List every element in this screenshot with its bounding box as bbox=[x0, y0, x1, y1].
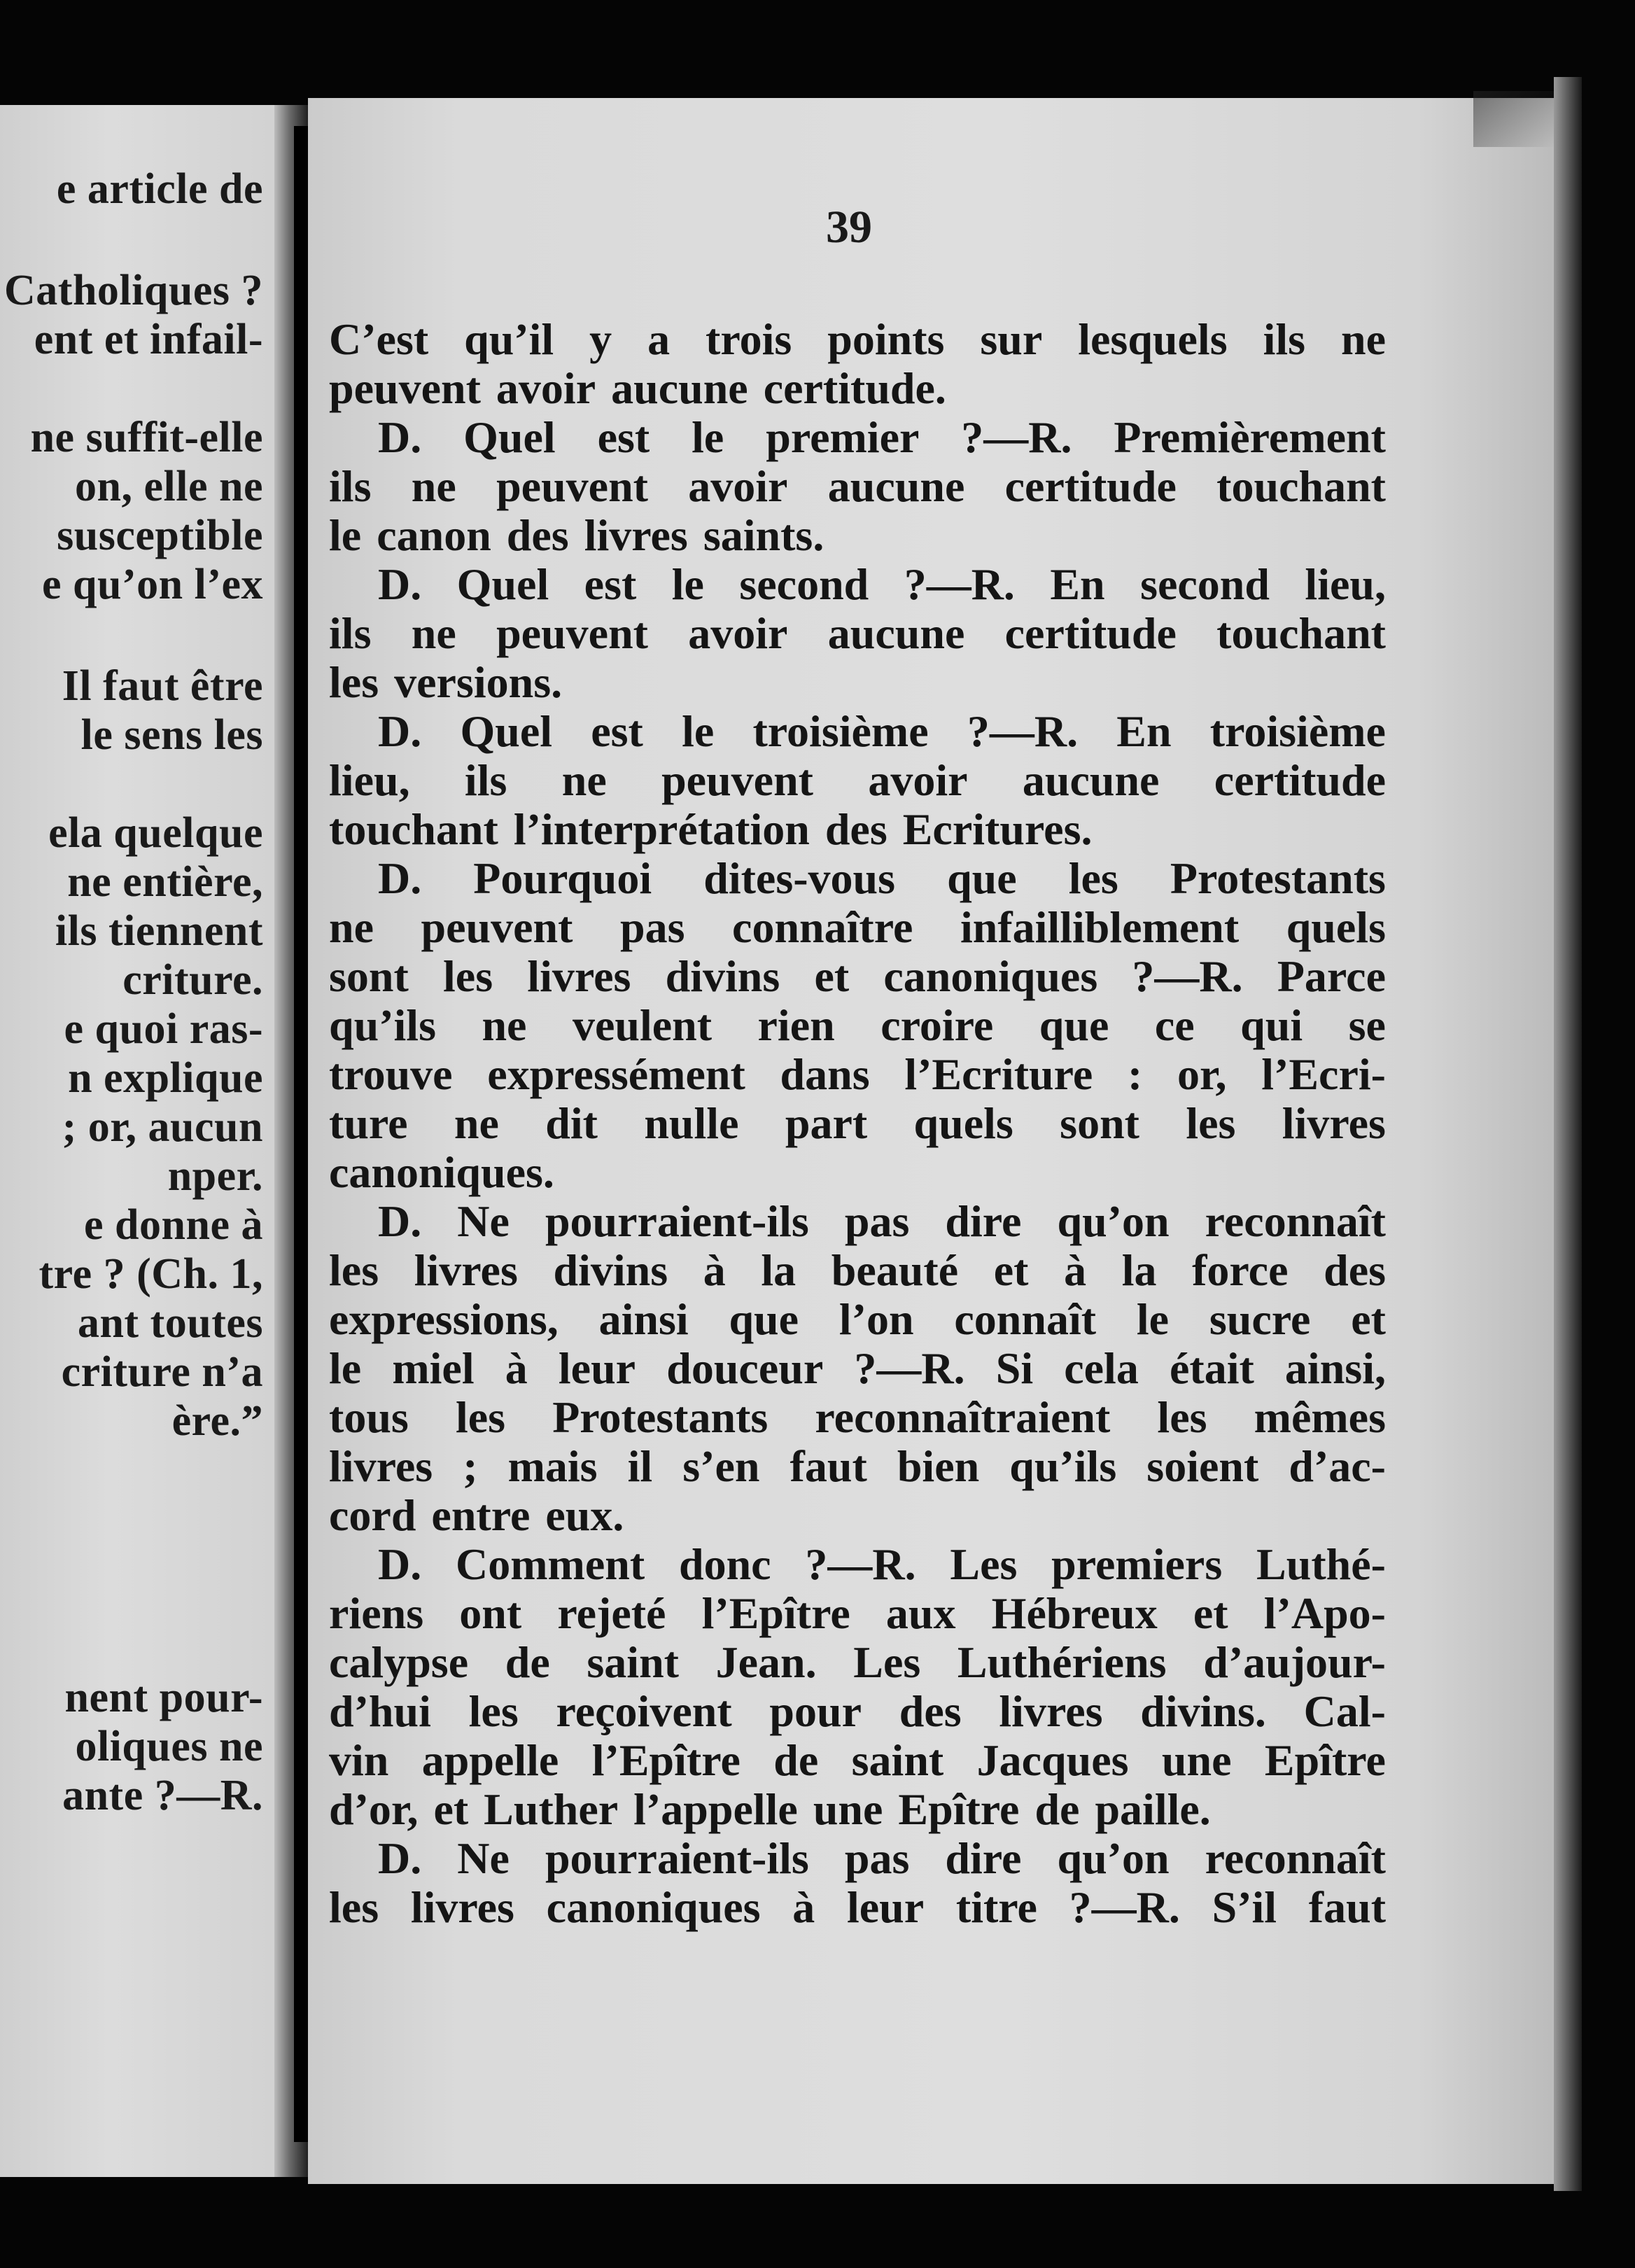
text-line: les livres canoniques à leur titre ?—R. S’il faut bbox=[329, 1882, 1386, 1932]
text-line: les livres divins à la beauté et à la force des bbox=[329, 1245, 1386, 1295]
previous-page-line: Catholiques ? bbox=[4, 267, 263, 314]
text-line: livres ; mais il s’en faut bien qu’ils soient d’ac- bbox=[329, 1441, 1386, 1491]
text-line: D. Ne pourraient-ils pas dire qu’on reconnaît bbox=[378, 1196, 1386, 1246]
previous-page-line: e qu’on l’ex bbox=[42, 561, 263, 608]
previous-page-line: tre ? (Ch. 1, bbox=[38, 1250, 263, 1298]
text-line: lieu, ils ne peuvent avoir aucune certitude bbox=[329, 755, 1386, 805]
text-line: calypse de saint Jean. Les Luthériens d’aujour- bbox=[329, 1637, 1386, 1687]
previous-page-line: ant toutes bbox=[77, 1299, 263, 1347]
text-line: cord entre eux. bbox=[329, 1490, 624, 1540]
previous-page-line: le sens les bbox=[80, 711, 263, 759]
text-line: D. Quel est le premier ?—R. Premièrement bbox=[378, 412, 1386, 462]
text-line: ne peuvent pas connaître infailliblement quels bbox=[329, 902, 1386, 952]
text-line: qu’ils ne veulent rien croire que ce qui se bbox=[329, 1000, 1386, 1050]
text-line: D. Quel est le second ?—R. En second lieu, bbox=[378, 559, 1386, 609]
corner-wear-mark bbox=[1473, 91, 1554, 147]
previous-page-line: criture n’a bbox=[61, 1348, 263, 1396]
previous-page bbox=[0, 105, 274, 2177]
text-line: D. Comment donc ?—R. Les premiers Luthé- bbox=[378, 1539, 1386, 1589]
previous-page-line: ante ?—R. bbox=[62, 1772, 263, 1819]
previous-page-line: ; or, aucun bbox=[62, 1103, 263, 1151]
text-line: canoniques. bbox=[329, 1147, 554, 1197]
previous-page-line: e quoi ras- bbox=[64, 1005, 263, 1053]
text-line: trouve expressément dans l’Ecriture : or, l’Ecri- bbox=[329, 1049, 1386, 1099]
previous-page-line: Il faut être bbox=[62, 662, 263, 710]
text-line: vin appelle l’Epître de saint Jacques une Epître bbox=[329, 1735, 1386, 1785]
text-line: ils ne peuvent avoir aucune certitude touchant bbox=[329, 608, 1386, 658]
previous-page-line: e article de bbox=[56, 165, 263, 213]
previous-page-line: ne suffit-elle bbox=[30, 414, 263, 461]
previous-page-text bbox=[0, 105, 274, 2177]
previous-page-line: nent pour- bbox=[64, 1674, 263, 1721]
page-number: 39 bbox=[826, 202, 872, 253]
text-line: ils ne peuvent avoir aucune certitude touchant bbox=[329, 461, 1386, 511]
text-line: sont les livres divins et canoniques ?—R. Parce bbox=[329, 951, 1386, 1001]
text-line: D. Pourquoi dites-vous que les Protestants bbox=[378, 853, 1386, 903]
text-line: les versions. bbox=[329, 657, 563, 707]
page-edge-shadow bbox=[1554, 77, 1582, 2191]
previous-page-line: ne entière, bbox=[67, 858, 263, 906]
previous-page-line: ère.” bbox=[171, 1397, 263, 1445]
previous-page-line: susceptible bbox=[57, 512, 263, 559]
text-line: C’est qu’il y a trois points sur lesquels ils ne bbox=[329, 314, 1386, 364]
text-line: ture ne dit nulle part quels sont les livres bbox=[329, 1098, 1386, 1148]
text-line: le miel à leur douceur ?—R. Si cela était ainsi, bbox=[329, 1343, 1386, 1393]
text-line: peuvent avoir aucune certitude. bbox=[329, 363, 946, 413]
previous-page-line: on, elle ne bbox=[75, 463, 263, 510]
previous-page-line: nper. bbox=[167, 1152, 263, 1200]
text-line: D. Quel est le troisième ?—R. En troisième bbox=[378, 706, 1386, 756]
text-line: d’hui les reçoivent pour des livres divins. Cal- bbox=[329, 1686, 1386, 1736]
text-line: riens ont rejeté l’Epître aux Hébreux et l’Apo- bbox=[329, 1588, 1386, 1638]
previous-page-line: ils tiennent bbox=[55, 907, 263, 955]
text-line: d’or, et Luther l’appelle une Epître de paille. bbox=[329, 1784, 1211, 1834]
text-line: le canon des livres saints. bbox=[329, 510, 824, 560]
previous-page-line: ela quelque bbox=[48, 809, 263, 857]
text-line: tous les Protestants reconnaîtraient les mêmes bbox=[329, 1392, 1386, 1442]
text-line: touchant l’interprétation des Ecritures. bbox=[329, 804, 1093, 854]
previous-page-line: e donne à bbox=[84, 1201, 263, 1249]
previous-page-line: criture. bbox=[122, 956, 263, 1004]
previous-page-line: ent et infail- bbox=[34, 316, 263, 363]
text-line: expressions, ainsi que l’on connaît le sucre et bbox=[329, 1294, 1386, 1344]
previous-page-line: oliques ne bbox=[75, 1723, 263, 1770]
body-text bbox=[329, 315, 1386, 1939]
previous-page-line: n explique bbox=[68, 1054, 263, 1102]
text-line: D. Ne pourraient-ils pas dire qu’on reconnaît bbox=[378, 1833, 1386, 1883]
